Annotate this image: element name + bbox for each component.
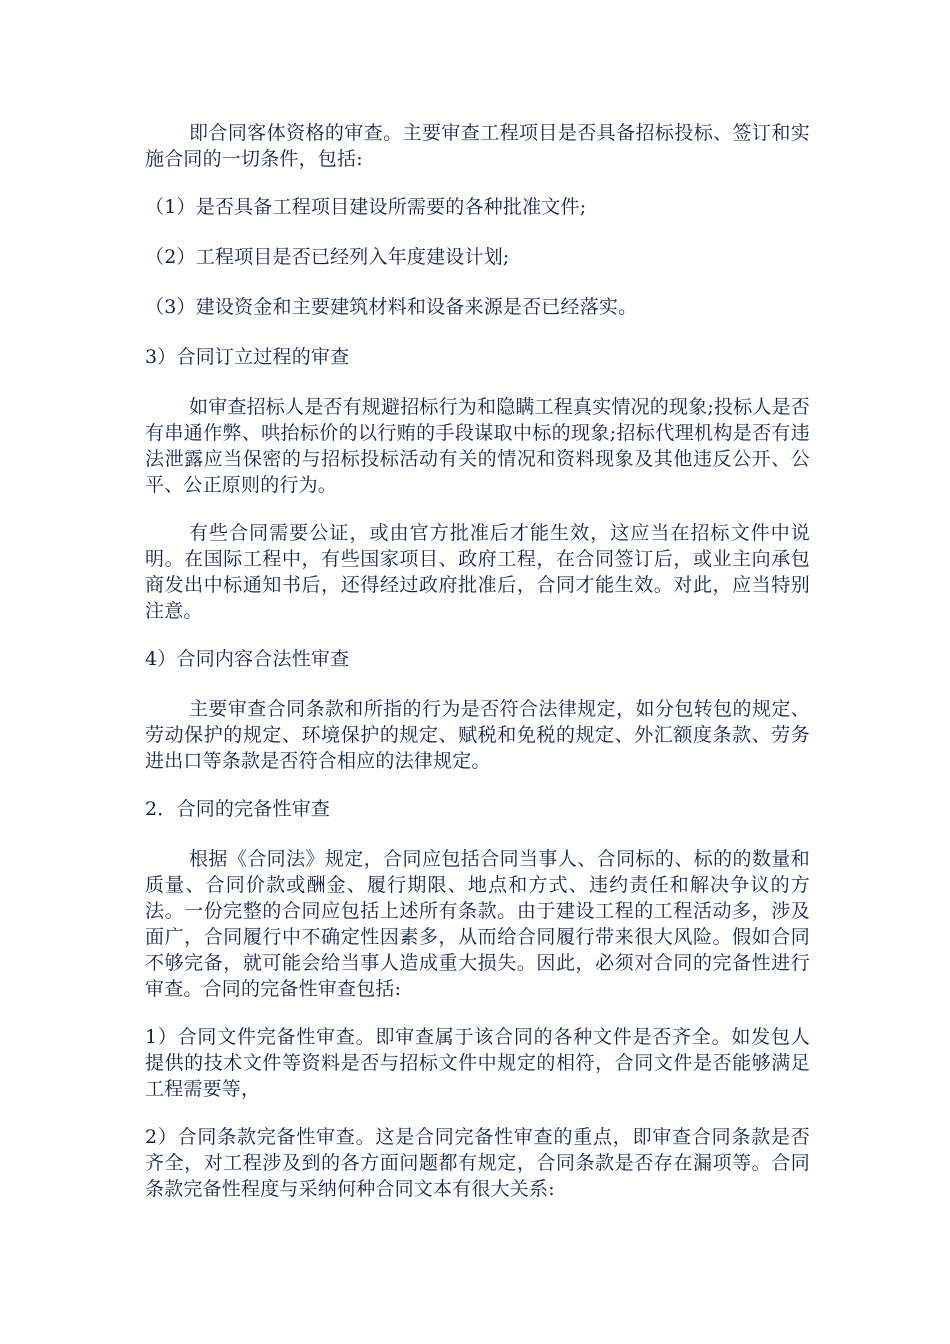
paragraph-legality-clauses: 主要审查合同条款和所指的行为是否符合法律规定，如分包转包的规定、劳动保护的规定、环境保护的规定、赋税和免税的规定、外汇额度条款、劳务进出口等条款是否符合相应的法律规定。 xyxy=(145,698,810,772)
document-page xyxy=(145,120,810,1224)
paragraph-contract-law: 根据《合同法》规定，合同应包括合同当事人、合同标的、标的的数量和质量、合同价款或酬金、履行期限、地点和方式、违约责任和解决争议的方法。一份完整的合同应包括上述所有条款。由于建设工程的工程活动多，涉及面广，合同履行中不确定性因素多，从而给合同履行带来很大风险。假如合同不够完备，就可能会给当事人造成重大损失。因此，必须对合同的完备性进行审查。合同的完备性审查包括: xyxy=(145,848,810,1000)
list-item-approval-documents: （1）是否具备工程项目建设所需要的各种批准文件; xyxy=(145,196,587,218)
list-item-annual-plan: （2）工程项目是否已经列入年度建设计划; xyxy=(145,246,510,268)
paragraph-clause-completeness: 2）合同条款完备性审查。这是合同完备性审查的重点，即审查合同条款是否齐全，对工程涉及到的各方面问题都有规定，合同条款是否存在漏项等。合同条款完备性程度与采纳何种合同文本有很大关系: xyxy=(145,1126,810,1200)
paragraph-bidding-review: 如审查招标人是否有规避招标行为和隐瞒工程真实情况的现象;投标人是否有串通作弊、哄抬标价的以行贿的手段谋取中标的现象;招标代理机构是否有违法泄露应当保密的与招标投标活动有关的情况和资料现象及其他违反公开、公平、公正原则的行为。 xyxy=(145,396,811,496)
paragraph-notarization: 有些合同需要公证，或由官方批准后才能生效，这应当在招标文件中说明。在国际工程中，有些国家项目、政府工程，在合同签订后，或业主向承包商发出中标通知书后，还得经过政府批准后，合同才能生效。对此，应当特别注意。 xyxy=(145,522,810,622)
list-item-funding-source: （3）建设资金和主要建筑材料和设备来源是否已经落实。 xyxy=(145,296,638,318)
heading-contract-process-review: 3）合同订立过程的审查 xyxy=(145,346,350,368)
heading-completeness-review: 2．合同的完备性审查 xyxy=(145,798,331,820)
paragraph-qualification-review: 即合同客体资格的审查。主要审查工程项目是否具备招标投标、签订和实施合同的一切条件，包括: xyxy=(145,122,810,170)
heading-legality-review: 4）合同内容合法性审查 xyxy=(145,648,350,670)
paragraph-document-completeness: 1）合同文件完备性审查。即审查属于该合同的各种文件是否齐全。如发包人提供的技术文件等资料是否与招标文件中规定的相符，合同文件是否能够满足工程需要等， xyxy=(145,1026,810,1100)
